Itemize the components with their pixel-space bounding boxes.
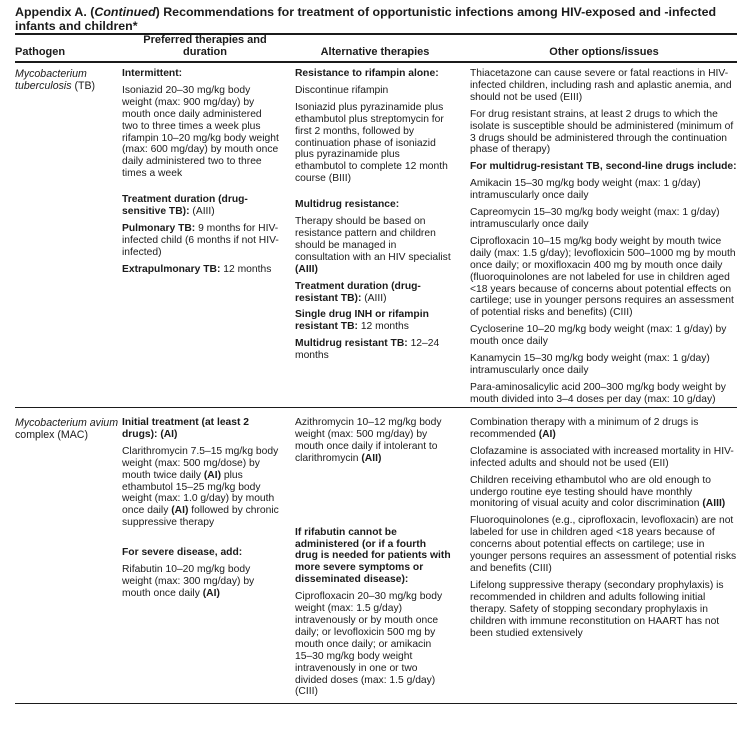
table-row-tuberculosis [15, 68, 737, 408]
pathogen-tb-roman: (TB) [71, 80, 96, 92]
para-text: 12 months [220, 263, 272, 275]
para: Isoniazid plus pyrazinamide plus ethambutol plus streptomycin for first 2 months, followed by continuation phase of isoniazid plus pyrazinamide plus ethambutol to complete 12 month course (BIII) [295, 101, 448, 185]
subheading [122, 194, 280, 218]
title-continued: Continued [94, 5, 156, 19]
para-text: 12–24 months [295, 338, 440, 362]
para [295, 417, 451, 465]
title-suffix: ) Recommendations for treatment of opportunistic infections among HIV-exposed and -infected infants and children* [15, 5, 717, 33]
column-header-other-options: Other options/issues [549, 46, 659, 58]
subheading: For multidrug-resistant TB, second-line drugs include: [470, 161, 737, 173]
subheading: Multidrug resistance: [295, 199, 400, 211]
para: Para-aminosalicylic acid 200–300 mg/kg body weight by mouth divided into 3–4 doses per day (max: 10 g/day) [470, 381, 726, 405]
para: Lifelong suppressive therapy (secondary prophylaxis) is recommended in children and adults following initial therapy. Safety of stopping secondary prophylaxis in children with immune reconstitution on HAART has not been studied extensively [470, 579, 724, 639]
evidence-rating: (AI) [538, 428, 556, 440]
cell-tb-preferred-therapies [122, 68, 289, 411]
cell-mac-preferred-therapies [122, 417, 289, 703]
para-lead: Multidrug resistant TB: [295, 338, 408, 350]
para-lead: Extrapulmonary TB: [122, 263, 221, 275]
evidence-rating: (AI) [203, 469, 221, 481]
para: Kanamycin 15–30 mg/kg body weight (max: 1 g/day) intramuscularly once daily [470, 353, 710, 376]
cell-tb-alternative-therapies [289, 68, 461, 411]
pathogen-tb-italic: Mycobacterium tuberculosis [15, 68, 87, 92]
para [122, 223, 280, 259]
table-row-mac [15, 408, 737, 704]
subheading-label: Treatment duration (drug-resistant TB): [295, 280, 421, 304]
evidence-rating: (AII) [361, 452, 382, 464]
cell-tb-pathogen [15, 68, 122, 411]
subheading: Initial treatment (at least 2 drugs): (AI) [122, 417, 250, 440]
para-text: plus ethambutol 15–25 mg/kg body weight (max: 1.0 g/day) by mouth once daily [122, 469, 275, 517]
para: Fluoroquinolones (e.g., ciprofloxacin, levofloxacin) are not labeled for use in children aged <18 years because of concerns about potential effects on cartilege; use in younger persons requires an assessment of potential risks and benefits (CIII) [470, 515, 737, 574]
para-text: Azithromycin 10–12 mg/kg body weight (max: 500 mg/day) by mouth once daily if intolerant to clarithromycin [295, 417, 442, 464]
para: Ciprofloxacin 10–15 mg/kg body weight by mouth twice daily (max: 1.5 g/day); levofloxicin 500–1000 mg by mouth once daily; or moxifloxacin 400 mg by mouth once daily (fluoroquinolones are not labeled for use in children aged <18 years because of concerns about potential effects on cartilege; use in younger persons requires an assessment of potential risks and benefits) (CIII) [470, 235, 736, 319]
header-rule [15, 61, 737, 63]
pathogen-mac-roman: complex (MAC) [15, 429, 88, 441]
treatment-table [15, 68, 737, 704]
para: For drug resistant strains, at least 2 drugs to which the isolate is susceptible should be administered (minimum of 3 drugs should be administered through the continuation phase of therapy) [470, 108, 734, 156]
page-title [15, 5, 741, 33]
column-header-pathogen: Pathogen [15, 46, 66, 58]
para: Isoniazid 20–30 mg/kg body weight (max: 900 mg/day) by mouth once daily administered two to three times a week plus rifampin 10–20 mg/kg body weight (max: 600 mg/day) by mouth once daily administered two to three times a week [122, 84, 279, 180]
para-text: Rifabutin 10–20 mg/kg body weight (max: 300 mg/day) by mouth once daily [122, 564, 255, 599]
evidence-rating: (AIII) [295, 263, 318, 275]
para: Cycloserine 10–20 mg/kg body weight (max: 1 g/day) by mouth once daily [470, 324, 727, 348]
para: Thiacetazone can cause severe or fatal reactions in HIV-infected children, including rash and aplastic anemia, and should not be used (EIII) [470, 68, 732, 103]
para: Amikacin 15–30 mg/kg body weight (max: 1 g/day) intramuscularly once daily [470, 178, 701, 202]
subheading: If rifabutin cannot be administered (or if a fourth drug is needed for patients with more severe symptoms or disseminated disease): [295, 526, 451, 586]
pathogen-name-tb [15, 68, 122, 92]
para-lead: Single drug INH or rifampin resistant TB: [295, 309, 429, 333]
para-text: 12 months [357, 321, 409, 333]
para-text: Children receiving ethambutol who are old enough to undergo routine eye testing should have monthly monitoring of visual acuity and color discrimination [470, 474, 711, 510]
cell-tb-other-options [461, 68, 737, 411]
evidence-rating: (AIII) [361, 292, 387, 304]
para-text: Combination therapy with a minimum of 2 drugs is recommended [470, 417, 699, 440]
para-text: followed by chronic suppressive therapy [122, 505, 279, 529]
para: Capreomycin 15–30 mg/kg body weight (max: 1 g/day) intramuscularly once daily [470, 207, 720, 230]
subheading: Intermittent: [122, 68, 183, 79]
para: Ciprofloxacin 20–30 mg/kg body weight (max: 1.5 g/day) intravenously or by mouth once daily; or levofloxicin 500 mg by mouth once daily; or amikacin 15–30 mg/kg body weight intravenously in one or two divided doses (max: 1.5 g/day) (CIII) [295, 591, 443, 698]
evidence-rating: (AIII) [702, 498, 726, 510]
evidence-rating: (AI) [171, 505, 189, 517]
para [470, 475, 737, 511]
evidence-rating: (AIII) [189, 206, 215, 218]
para [122, 264, 280, 276]
subheading-label: Treatment duration (drug-sensitive TB): [122, 194, 248, 218]
cell-mac-pathogen [15, 417, 122, 703]
para-text: Therapy should be based on resistance pattern and children should be managed in consultation with an HIV specialist [295, 216, 451, 263]
para [295, 309, 451, 333]
para [295, 338, 451, 362]
para [122, 564, 280, 600]
cell-mac-alternative-therapies [289, 417, 461, 703]
cell-mac-other-options [461, 417, 737, 703]
para [470, 417, 737, 441]
pathogen-mac-italic: Mycobacterium avium [15, 417, 119, 429]
subheading: For severe disease, add: [122, 547, 243, 559]
subheading [295, 281, 451, 305]
pathogen-name-mac [15, 417, 122, 441]
para [122, 446, 280, 529]
para [295, 216, 451, 276]
evidence-rating: (AI) [202, 587, 220, 599]
column-header-preferred-therapies: Preferred therapies and duration [143, 34, 267, 58]
subheading: Resistance to rifampin alone: [295, 68, 439, 79]
column-header-alternative-therapies: Alternative therapies [320, 46, 430, 58]
para-text: Clarithromycin 7.5–15 mg/kg body weight (max: 500 mg/dose) by mouth twice daily [122, 445, 279, 481]
para-text: 9 months for HIV-infected child (6 months if not HIV-infected) [122, 222, 279, 258]
title-rule [15, 33, 737, 35]
title-prefix: Appendix A. ( [15, 5, 95, 19]
para: Clofazamine is associated with increased mortality in HIV-infected adults and should not be used (EII) [470, 445, 734, 469]
para: Discontinue rifampin [295, 84, 389, 96]
para-lead: Pulmonary TB: [122, 222, 196, 234]
